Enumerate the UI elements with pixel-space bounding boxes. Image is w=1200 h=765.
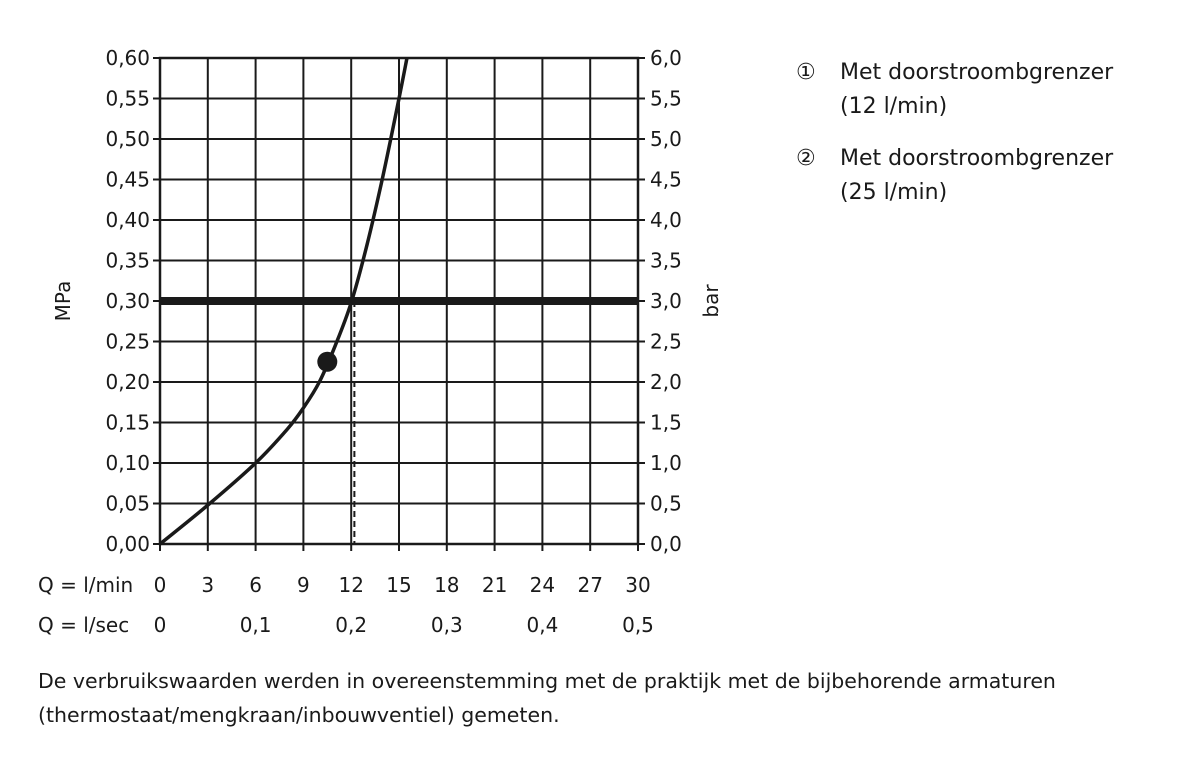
y-right-tick-label: 4,0: [650, 208, 682, 232]
y-left-tick-label: 0,55: [105, 86, 150, 111]
x-row2-tick-label: 0: [153, 613, 167, 637]
y-axis-right-label: bar: [699, 284, 723, 318]
x-row1-tick-label: 21: [481, 573, 508, 597]
legend-text-1: Met doorstroombgrenzer (12 l/min): [840, 60, 1114, 119]
y-right-tick-label: 5,5: [650, 86, 682, 111]
y-left-tick-label: 0,05: [105, 491, 150, 516]
x-row1-tick-label: 12: [338, 573, 364, 597]
y-left-tick-label: 0,15: [105, 410, 150, 435]
x-row1-tick-label: 24: [529, 573, 556, 597]
x-row2-tick-label: 0,4: [526, 613, 559, 637]
x-row1-tick-label: 30: [625, 573, 651, 597]
x-row1-tick-label: 6: [249, 573, 262, 597]
y-right-tick-label: 1,0: [650, 451, 682, 475]
x-row1-tick-label: 27: [577, 573, 603, 597]
y-left-tick-label: 0,40: [105, 208, 150, 232]
y-left-tick-label: 0,10: [105, 451, 150, 475]
x-row2-tick-label: 0,5: [622, 613, 654, 637]
y-right-tick-label: 2,0: [650, 370, 682, 394]
marker-point: [317, 352, 337, 372]
y-right-tick-label: 2,5: [650, 329, 682, 354]
x-axis-row1-label: Q = l/min: [38, 573, 134, 597]
x-row2-tick-label: 0,1: [239, 613, 272, 637]
y-left-tick-label: 0,45: [105, 167, 150, 192]
legend-marker-1: ①: [796, 60, 816, 85]
y-left-tick-label: 0,60: [105, 46, 150, 70]
y-axis-left-label: MPa: [51, 280, 75, 322]
y-right-tick-label: 0,0: [650, 532, 682, 556]
y-left-tick-label: 0,50: [105, 127, 150, 151]
x-row1-tick-label: 3: [201, 573, 215, 597]
measurement-note: De verbruikswaarden werden in overeenstemming met de praktijk met de bijbehorende armaturen (thermostaat/mengkraan/inbouwventiel) gemeten.: [38, 669, 1056, 727]
x-row2-tick-label: 0,3: [430, 613, 463, 637]
x-row1-tick-label: 0: [153, 573, 167, 597]
x-row1-tick-label: 15: [386, 573, 412, 597]
y-right-tick-label: 0,5: [650, 491, 682, 516]
x-row1-tick-label: 18: [434, 573, 460, 597]
chart-legend: [796, 56, 1186, 228]
legend-text-2: Met doorstroombgrenzer (25 l/min): [840, 146, 1114, 205]
legend-item-2: [796, 142, 1186, 210]
y-right-tick-label: 3,5: [650, 248, 682, 273]
y-right-tick-label: 5,0: [650, 127, 682, 151]
legend-marker-2: ②: [796, 146, 816, 171]
legend-item-1: [796, 56, 1186, 124]
y-left-tick-label: 0,30: [105, 289, 150, 313]
y-left-tick-label: 0,25: [105, 329, 150, 354]
y-left-tick-label: 0,00: [105, 532, 150, 556]
y-left-tick-label: 0,35: [105, 248, 150, 273]
y-left-tick-label: 0,20: [105, 370, 150, 394]
y-right-tick-label: 6,0: [650, 46, 682, 70]
x-row2-tick-label: 0,2: [335, 613, 368, 637]
y-right-tick-label: 3,0: [650, 289, 682, 313]
y-right-tick-label: 4,5: [650, 167, 682, 192]
x-axis-row2-label: Q = l/sec: [38, 613, 130, 637]
x-row1-tick-label: 9: [297, 573, 310, 597]
y-right-tick-label: 1,5: [650, 410, 682, 435]
